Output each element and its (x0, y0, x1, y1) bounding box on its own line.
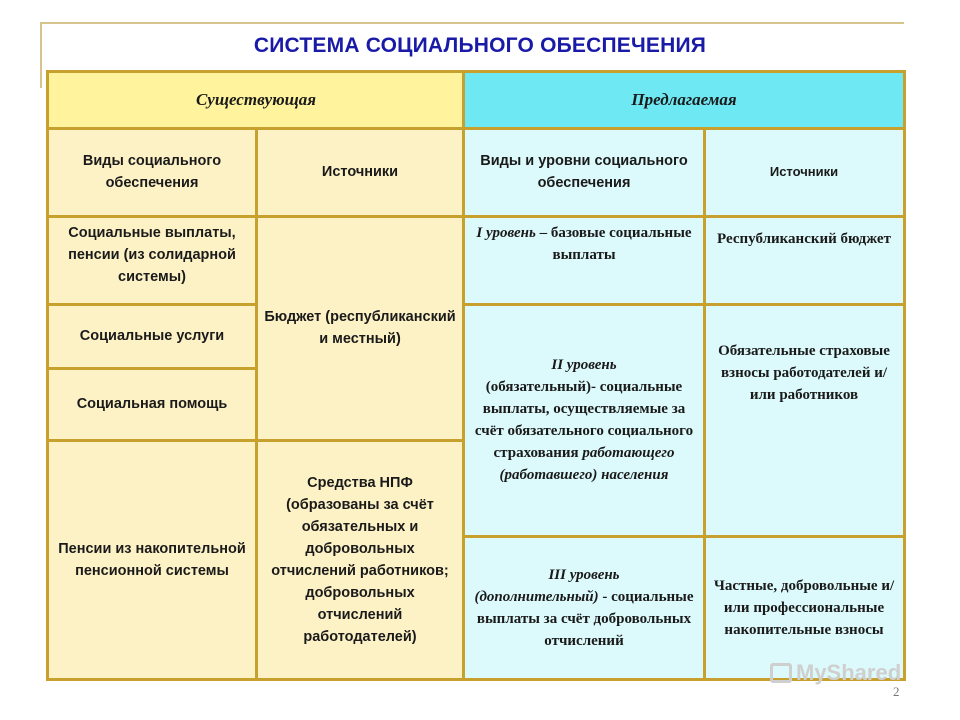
presentation-icon (770, 663, 792, 683)
proposed-level-3 (464, 536, 704, 680)
grid-line (46, 367, 257, 370)
decorative-frame-top (40, 22, 904, 24)
level-3-text: - социальные выплаты за счёт добровольных отчислений (476, 589, 694, 649)
level-3-label: III уровень (548, 567, 620, 583)
subheader-sources: Источники (256, 128, 464, 216)
grid-line (903, 70, 906, 681)
proposed-source-1: Республиканский бюджет (704, 216, 904, 304)
subheader-types: Виды социального обеспечения (48, 128, 256, 216)
level-2-text: - социальные выплаты, осуществляемые за счёт обязательного социального страхования (474, 379, 694, 461)
grid-line (46, 127, 906, 130)
grid-line (463, 303, 906, 306)
header-proposed: Предлагаемая (464, 72, 904, 128)
existing-social-services: Социальные услуги (48, 304, 256, 368)
level-3-paren: (дополнительный) (474, 589, 599, 605)
grid-line (255, 127, 258, 681)
grid-line (462, 70, 465, 681)
grid-line (46, 215, 906, 218)
header-existing: Существующая (48, 72, 464, 128)
existing-npf-funds: Средства НПФ (образованы за счёт обязательных и добровольных отчислений работников; добровольных отчислений работодателей) (256, 440, 464, 680)
existing-funded-pensions: Пенсии из накопительной пенсионной системы (48, 440, 256, 680)
grid-line (46, 439, 464, 442)
page-title: СИСТЕМА СОЦИАЛЬНОГО ОБЕСПЕЧЕНИЯ (253, 34, 707, 57)
level-2-paren: (обязательный) (485, 379, 592, 395)
page-number: 2 (893, 684, 900, 699)
subheader-types-levels: Виды и уровни социального обеспечения (464, 128, 704, 216)
grid-line (46, 70, 49, 681)
existing-budget: Бюджет (республиканский и местный) (256, 216, 464, 440)
level-1-label: I уровень (476, 225, 536, 241)
level-1-text: – базовые социальные выплаты (535, 225, 692, 263)
watermark (770, 660, 901, 686)
level-2-label: II уровень (551, 357, 617, 373)
proposed-level-2 (464, 304, 704, 536)
grid-line (703, 127, 706, 681)
watermark-text: MyShared (796, 660, 902, 685)
grid-line (46, 303, 257, 306)
grid-line (46, 70, 906, 73)
proposed-source-3: Частные, добровольные и/или профессиональные накопительные взносы (704, 536, 904, 680)
level-2-italic: работающего (работавшего) населения (499, 445, 675, 483)
proposed-source-2: Обязательные страховые взносы работодателей и/или работников (704, 304, 904, 536)
existing-social-payments: Социальные выплаты, пенсии (из солидарной системы) (48, 216, 256, 304)
proposed-level-1 (464, 216, 704, 304)
grid-line (463, 535, 906, 538)
existing-social-help: Социальная помощь (48, 368, 256, 440)
subheader-sources-proposed: Источники (704, 128, 904, 216)
